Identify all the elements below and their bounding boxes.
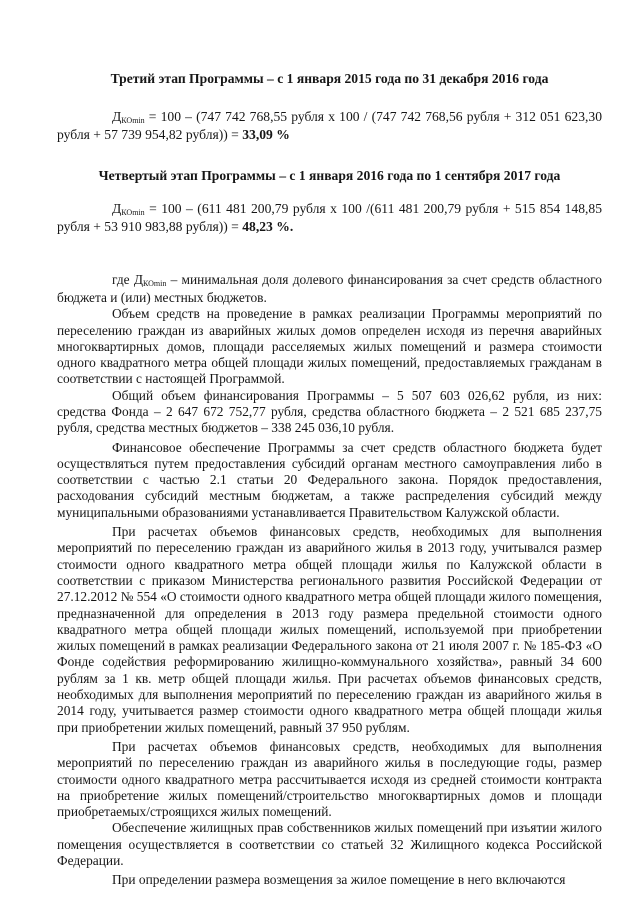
formula-subscript: КОmin xyxy=(121,116,145,125)
formula-subscript: КОmin xyxy=(121,207,145,217)
formula-result: 48,23 %. xyxy=(242,219,294,235)
definition-text: – минимальная доля долевого финансирования за счет средств областного бюджета и (или) местных бюджетов. xyxy=(57,271,602,305)
formula-symbol: Д xyxy=(112,109,122,124)
stage3-heading: Третий этап Программы – с 1 января 2015 года по 31 декабря 2016 года xyxy=(110,71,549,86)
paragraph-volume: Объем средств на проведение в рамках реализации Программы мероприятий по переселению граждан из аварийных жилых домов определен исходя из перечня аварийных многоквартирных домов, площади расселяемых жилых помещений и размера стоимости одного квадратного метра общей площади жилых помещений, предоставляемых гражданам в соответствии с настоящей Программой. xyxy=(57,306,602,387)
formula-expression: = 100 – (747 742 768,55 рубля х 100 / (747 742 768,56 рубля + 312 051 623,30 рубля + 57 739 954,82 рубля)) = xyxy=(57,109,602,143)
paragraph-housing-rights: Обеспечение жилищных прав собственников жилых помещений при изъятии жилого помещения осуществляется в соответствии со статьей 32 Жилищного кодекса Российской Федерации. xyxy=(57,820,602,869)
paragraph-future-years: При расчетах объемов финансовых средств, необходимых для выполнения мероприятий по переселению граждан из аварийного жилья в последующие годы, размер стоимости одного квадратного метра рассчитывается исходя из средней стоимости контракта на приобретение жилых помещений/строительство многоквартирных домов и площади приобретаемых/строящихся жилых помещений. xyxy=(57,738,602,820)
paragraph-compensation: При определении размера возмещения за жилое помещение в него включаются xyxy=(112,872,566,888)
stage4-heading: Четвертый этап Программы – с 1 января 2016 года по 1 сентября 2017 года xyxy=(98,167,561,183)
paragraph-financial-support: Финансовое обеспечение Программы за счет средств областного бюджета будет осуществляться путем предоставления субсидий органам местного самоуправления либо в соответствии с частью 2.1 статьи 20 Федерального закона. Порядок предоставления, расходования субсидий местным бюджетам, а также распределения субсидий между муниципальными образованиями устанавливается Правительством Калужской области. xyxy=(57,439,602,520)
definition-subscript: КОmin xyxy=(142,278,167,288)
stage3-formula xyxy=(57,109,602,144)
formula-expression: = 100 – (611 481 200,79 рубля х 100 /(611 481 200,79 рубля + 515 854 148,85 рубля + 53 910 983,88 рубля)) = xyxy=(57,200,602,235)
paragraph-cost-calculation: При расчетах объемов финансовых средств, необходимых для выполнения мероприятий по переселению граждан из аварийного жилья в 2013 году, учитывался размер стоимости одного квадратного метра общей площади жилья по Калужской области в соответствии с приказом Министерства регионального развития Российской Федерации от 27.12.2012 № 554 «О стоимости одного квадратного метра общей площади жилого помещения, предназначенной для определения в 2013 году размера предельной стоимости одного квадратного метра общей площади жилых помещений, используемой при приобретении жилых помещений в рамках реализации Федерального закона от 21 июля 2007 г. № 185-ФЗ «О Фонде содействия реформированию жилищно-коммунального хозяйства», равный 34 600 рублям за 1 кв. метр общей площади жилья. При расчетах объемов финансовых средств, необходимых для выполнения мероприятий по переселению граждан из аварийного жилья в 2014 году, учитывается размер стоимости одного квадратного метра общей площади жилья при приобретении жилых помещений, равный 37 950 рублям. xyxy=(57,524,602,735)
formula-symbol: Д xyxy=(112,200,122,216)
paragraph-total-financing: Общий объем финансирования Программы – 5 507 603 026,62 рубля, из них: средства Фонда – 2 647 672 752,77 рубля, средства областного бюджета – 2 521 685 237,75 рубля, средства местных бюджетов – 338 245 036,10 рубля. xyxy=(57,387,602,436)
stage4-formula xyxy=(57,201,602,236)
formula-result: 33,09 % xyxy=(242,127,290,143)
definition-prefix: где Д xyxy=(112,271,143,287)
definition-paragraph xyxy=(57,272,602,307)
